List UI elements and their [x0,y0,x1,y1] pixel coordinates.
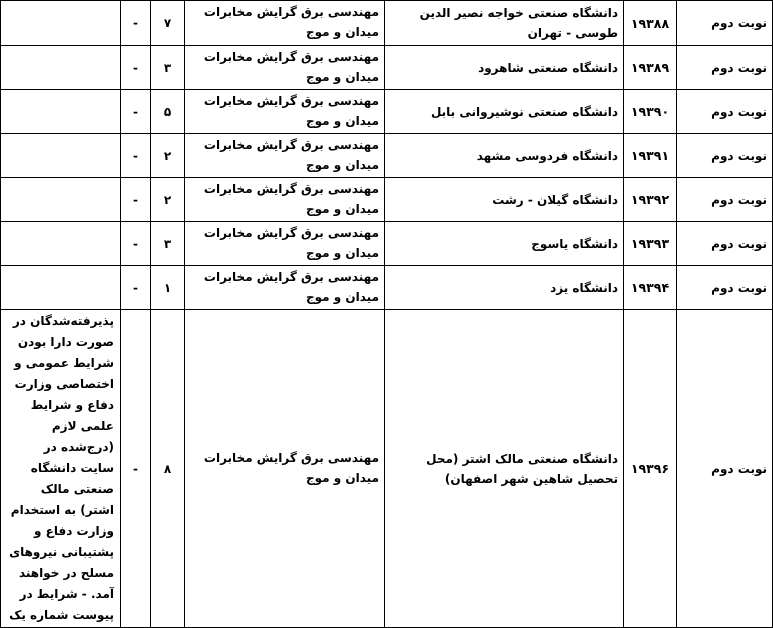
capacity-cell: ۱ [151,266,185,310]
gender-cell: - [121,310,151,628]
table-row [1,46,773,90]
round-cell: نوبت دوم [677,310,773,628]
table-row [1,222,773,266]
capacity-cell: ۲ [151,178,185,222]
table-row [1,1,773,46]
gender-cell: - [121,222,151,266]
gender-cell: - [121,134,151,178]
code-cell: ۱۹۳۹۱ [624,134,677,178]
notes-cell [1,266,121,310]
round-cell: نوبت دوم [677,46,773,90]
table-row [1,310,773,628]
code-cell: ۱۹۳۹۳ [624,222,677,266]
capacity-cell: ۵ [151,90,185,134]
round-cell: نوبت دوم [677,90,773,134]
university-cell: دانشگاه صنعتی نوشیروانی بابل [385,90,624,134]
field-cell: مهندسی برق گرایش مخابرات میدان و موج [185,178,385,222]
notes-cell [1,178,121,222]
code-cell: ۱۹۳۹۰ [624,90,677,134]
university-cell: دانشگاه صنعتی شاهرود [385,46,624,90]
university-cell: دانشگاه فردوسی مشهد [385,134,624,178]
gender-cell: - [121,266,151,310]
table-row [1,178,773,222]
capacity-cell: ۳ [151,222,185,266]
code-cell: ۱۹۳۹۲ [624,178,677,222]
capacity-cell: ۳ [151,46,185,90]
university-cell: دانشگاه گیلان - رشت [385,178,624,222]
notes-cell: پذیرفته‌شدگان در صورت دارا بودن شرایط عمومی و اختصاصی وزارت دفاع و شرایط علمی لازم (درج‌شده در سایت دانشگاه صنعتی مالک اشتر) به استخدام وزارت دفاع و پشتیبانی نیروهای مسلح در خواهند آمد. - شرایط در پیوست شماره یک [1,310,121,628]
university-cell: دانشگاه صنعتی خواجه نصیر الدین طوسی - تهران [385,1,624,46]
university-cell: دانشگاه صنعتی مالک اشتر (محل تحصیل شاهین شهر اصفهان) [385,310,624,628]
code-cell: ۱۹۳۹۶ [624,310,677,628]
gender-cell: - [121,46,151,90]
notes-cell [1,134,121,178]
code-cell: ۱۹۳۹۴ [624,266,677,310]
gender-cell: - [121,1,151,46]
round-cell: نوبت دوم [677,1,773,46]
code-cell: ۱۹۳۸۸ [624,1,677,46]
gender-cell: - [121,90,151,134]
notes-cell [1,1,121,46]
notes-cell [1,222,121,266]
gender-cell: - [121,178,151,222]
field-cell: مهندسی برق گرایش مخابرات میدان و موج [185,1,385,46]
table-row [1,266,773,310]
round-cell: نوبت دوم [677,134,773,178]
university-cell: دانشگاه یاسوج [385,222,624,266]
table-row [1,90,773,134]
round-cell: نوبت دوم [677,266,773,310]
capacity-cell: ۲ [151,134,185,178]
field-cell: مهندسی برق گرایش مخابرات میدان و موج [185,222,385,266]
field-cell: مهندسی برق گرایش مخابرات میدان و موج [185,310,385,628]
field-cell: مهندسی برق گرایش مخابرات میدان و موج [185,46,385,90]
field-cell: مهندسی برق گرایش مخابرات میدان و موج [185,266,385,310]
round-cell: نوبت دوم [677,222,773,266]
capacity-cell: ۷ [151,1,185,46]
notes-cell [1,46,121,90]
round-cell: نوبت دوم [677,178,773,222]
field-cell: مهندسی برق گرایش مخابرات میدان و موج [185,90,385,134]
code-cell: ۱۹۳۸۹ [624,46,677,90]
capacity-cell: ۸ [151,310,185,628]
notes-cell [1,90,121,134]
university-cell: دانشگاه یزد [385,266,624,310]
table-row [1,134,773,178]
field-cell: مهندسی برق گرایش مخابرات میدان و موج [185,134,385,178]
